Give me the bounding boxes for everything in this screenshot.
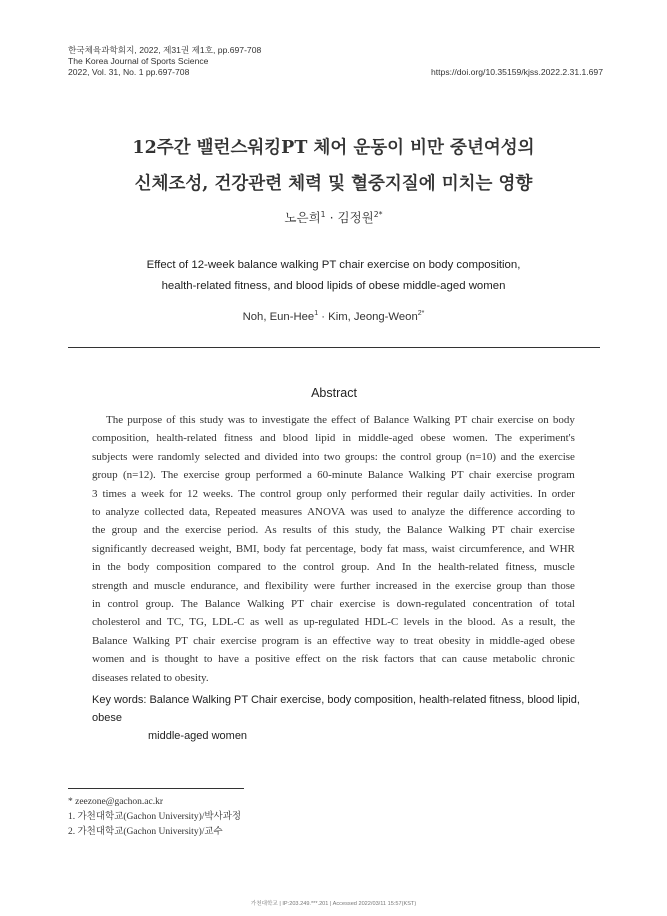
abstract-word: composition, [92, 432, 150, 445]
abstract-word: positive [255, 653, 290, 666]
abstract-word: than [527, 579, 547, 592]
abstract-word: investigate [261, 414, 310, 426]
abstract-word: the [436, 579, 450, 592]
abstract-word: levels [403, 616, 430, 629]
abstract-word: Walking [448, 524, 486, 537]
abstract-word: regular [427, 487, 459, 500]
abstract-word: exercise [183, 469, 220, 482]
abstract-word: Walking [408, 469, 446, 482]
author-1-name-en: Noh, Eun-Hee [242, 311, 315, 323]
abstract-line [92, 540, 575, 558]
abstract-word: Walking [247, 598, 285, 611]
abstract-word: 12 [186, 487, 198, 500]
abstract-word: those [551, 579, 575, 592]
abstract-word: two [323, 450, 341, 463]
abstract-word: And [376, 561, 396, 574]
author-2-name-kr: 김정원 [337, 210, 374, 225]
abstract-word: In [402, 561, 412, 574]
abstract-word: control [107, 598, 139, 611]
abstract-word: performed [255, 469, 302, 482]
keywords-line-2: middle-aged women [148, 730, 248, 742]
title-kr-line-1: 12주간 밸런스워킹PT 체어 운동이 비만 중년여성의 [132, 138, 535, 158]
abstract-word: Balance [204, 598, 241, 611]
abstract-word: a [306, 469, 312, 482]
abstract-word: to [397, 506, 407, 519]
abstract-word: on [326, 653, 338, 666]
abstract-word: to [267, 561, 277, 574]
journal-volume: 2022, Vol. 31, No. 1 pp.697-708 [68, 67, 190, 77]
abstract-word: mass, [402, 542, 428, 555]
abstract-word: was [227, 414, 245, 426]
abstract-word: only [326, 487, 347, 500]
footnote-email: * zeezone@gachon.ac.kr [68, 797, 163, 807]
abstract-line [92, 411, 575, 429]
footnote-affiliation-2: 2. 가천대학교(Gachon University)/교수 [68, 827, 223, 837]
abstract-word: risk [361, 653, 379, 666]
abstract-word: fitness [223, 432, 253, 445]
abstract-word: chair [471, 414, 494, 426]
author-2-affil-mark-en: 2* [417, 310, 425, 318]
abstract-word: group. [145, 598, 174, 611]
abstract-word: data, [189, 506, 211, 519]
authors-en [60, 311, 607, 323]
abstract-word: times [102, 487, 127, 500]
abstract-word: the [448, 616, 463, 629]
abstract-word: study [199, 414, 224, 426]
abstract-word: to [399, 634, 409, 647]
abstract-word: analyze [411, 506, 446, 519]
abstract-word: treat [413, 634, 434, 647]
abstract-word: Walking [413, 414, 451, 426]
abstract-word: and [130, 653, 146, 666]
abstract-word: women. [452, 432, 488, 445]
abstract-word: increased [375, 579, 418, 592]
abstract-word: BMI, [235, 542, 260, 555]
abstract-word: obesity [438, 634, 471, 647]
abstract-word: randomly [157, 450, 200, 463]
abstract-word: down-regulated [396, 598, 466, 611]
abstract-word: blood. [467, 616, 496, 629]
abstract-word: is [304, 634, 312, 647]
abstract-word: difference [468, 506, 513, 519]
abstract-word: the [520, 450, 535, 463]
abstract-word: and [500, 450, 517, 463]
abstract-word: results [282, 524, 312, 537]
abstract-word: TC, [167, 616, 184, 629]
abstract-word: for [169, 487, 183, 500]
abstract-word: week [141, 487, 165, 500]
abstract-word: Walking [132, 634, 170, 647]
abstract-word: a [518, 616, 524, 629]
abstract-word: performed [351, 487, 398, 500]
abstract-word: a [131, 487, 137, 500]
abstract-word: The [106, 414, 124, 426]
abstract-word: and [244, 450, 261, 463]
abstract-word: exercise [538, 450, 575, 463]
abstract-word: effect [295, 653, 321, 666]
abstract-word: experiment's [519, 432, 575, 445]
abstract-word: fat [386, 542, 399, 555]
abstract-word: of [539, 598, 549, 611]
abstract-word: of [166, 414, 176, 426]
abstract-word: exercise [185, 524, 222, 537]
abstract-word: purpose [127, 414, 163, 426]
abstract-line [92, 632, 575, 650]
abstract-word: period. [227, 524, 259, 537]
abstract-word: was [350, 506, 368, 519]
abstract-word: study, [355, 524, 381, 537]
abstract-word: effect [331, 414, 357, 426]
keywords-label: Key words: [92, 694, 150, 706]
abstract-word: group [224, 469, 251, 482]
journal-header [68, 45, 603, 78]
abstract-line [92, 466, 575, 484]
abstract-word: body [360, 542, 383, 555]
abstract-word: the [387, 524, 401, 537]
abstract-word: PT [450, 469, 464, 482]
abstract-line [92, 595, 575, 613]
abstract-word: control [400, 450, 432, 463]
abstract-word: is [382, 598, 390, 611]
footnote-affiliation-1: 1. 가천대학교(Gachon University)/박사과정 [68, 812, 242, 822]
abstract-word: 60-minute [317, 469, 363, 482]
abstract-word: analyze [105, 506, 140, 519]
abstract-word: chronic [541, 653, 575, 666]
author-1-name-kr: 노은희 [284, 210, 321, 225]
abstract-word: the [417, 561, 432, 574]
abstract-word: (n=10) [466, 450, 497, 463]
abstract-word: collected [144, 506, 184, 519]
abstract-word: The [494, 432, 513, 445]
abstract-word: composition [156, 561, 211, 574]
keywords-line-1: Balance Walking PT Chair exercise, body composition, health-related fitness, blood lipid, obese [92, 694, 580, 724]
abstract-word: cause [462, 653, 488, 666]
abstract-word: waist [431, 542, 455, 555]
abstract-word: this [333, 524, 349, 537]
abstract-word: and [132, 579, 149, 592]
abstract-line [92, 650, 575, 668]
abstract-word: chair [468, 469, 491, 482]
abstract-word: into [302, 450, 320, 463]
abstract-word: blood [282, 432, 308, 445]
abstract-word: PT [491, 524, 505, 537]
abstract-word: weight, [198, 542, 232, 555]
abstract-word: on [537, 414, 549, 426]
abstract-word: program [537, 469, 575, 482]
abstract-line [92, 613, 575, 631]
abstract-word: health-related [438, 561, 499, 574]
abstract-word: group [296, 487, 322, 500]
abstract-word: decreased [151, 542, 195, 555]
abstract-word: 3 [92, 487, 98, 500]
title-en-line-2: health-related fitness, and blood lipids of obese middle-aged women [161, 280, 506, 292]
abstract-word: percentage, [305, 542, 357, 555]
abstract-word: the [92, 524, 106, 537]
abstract-word: activities. [490, 487, 533, 500]
abstract-word: muscle [543, 561, 575, 574]
author-separator-en: · [318, 311, 329, 323]
abstract-word: of [317, 524, 327, 537]
abstract-word: according [518, 506, 562, 519]
abstract-word: strength [92, 579, 128, 592]
abstract-word: group [92, 469, 118, 482]
abstract-word: obese [549, 634, 575, 647]
abstract-word: body [263, 542, 286, 555]
abstract-word: effective [332, 634, 371, 647]
abstract-word: WHR [549, 542, 575, 555]
abstract-word: chair [510, 524, 533, 537]
abstract-word: used [372, 506, 393, 519]
abstract-word: compared [217, 561, 261, 574]
abstract-word: factors [383, 653, 414, 666]
abstract-line [92, 558, 575, 576]
journal-name-en: The Korea Journal of Sports Science [68, 56, 209, 66]
abstract-word: significantly [92, 542, 147, 555]
abstract-word: exercise [497, 414, 534, 426]
abstract-word: exercise [538, 524, 575, 537]
abstract-line [92, 448, 575, 466]
abstract-word: chair [193, 634, 216, 647]
abstract-word: lipid [315, 432, 336, 445]
abstract-word: The [180, 598, 198, 611]
abstract-word: in [92, 598, 101, 611]
abstract-word: group [111, 524, 138, 537]
abstract-word: PT [175, 634, 188, 647]
abstract-word: flexibility [264, 579, 309, 592]
abstract-word: the [561, 616, 575, 629]
abstract-word: The [238, 487, 256, 500]
abstract-word: circumference, [459, 542, 525, 555]
abstract-line [92, 429, 575, 447]
abstract-word: TG, [189, 616, 207, 629]
abstract-word: the [313, 414, 328, 426]
abstract-word: PT [290, 598, 304, 611]
abstract-line: diseases related to obesity. [92, 671, 209, 684]
abstract-word: the [282, 561, 297, 574]
abstract-word: obese [420, 432, 446, 445]
abstract-word: PT [454, 414, 468, 426]
abstract-word: Balance [92, 634, 128, 647]
abstract-word: the [382, 450, 396, 463]
access-stamp: 가천대학교 | IP:203.249.***.201 | Accessed 2022/03/11 15:57(KST) [250, 901, 417, 907]
abstract-word: health-related [156, 432, 217, 445]
abstract-word: exercise [455, 579, 492, 592]
abstract-word: to [92, 506, 101, 519]
abstract-word: thought [164, 653, 199, 666]
doi-link[interactable]: https://doi.org/10.35159/kjss.2022.2.31.1.697 [430, 67, 603, 77]
abstract-word: Repeated [215, 506, 257, 519]
keywords [92, 691, 582, 745]
footnote-divider [68, 788, 244, 789]
abstract-word: program [261, 634, 300, 647]
abstract-word: the [107, 561, 121, 574]
abstract-word: to [566, 506, 575, 519]
abstract-word: to [203, 653, 213, 666]
abstract-word: and [259, 432, 276, 445]
author-2-name-en: Kim, Jeong-Weon [328, 311, 418, 323]
abstract-word: way [376, 634, 395, 647]
abstract-word: in [92, 561, 101, 574]
abstract-heading: Abstract [311, 386, 357, 400]
abstract-word: to [249, 414, 258, 426]
abstract-word: an [316, 634, 328, 647]
abstract-word: ANOVA [307, 506, 346, 519]
abstract-word: selected [204, 450, 240, 463]
abstract-word: body [552, 414, 575, 426]
author-1-affil-mark-en: 1 [314, 310, 319, 318]
abstract-word: in [422, 579, 431, 592]
abstract-word: The [161, 469, 179, 482]
abstract-word: As [500, 616, 514, 629]
abstract-line [92, 577, 575, 595]
abstract-word: metabolic [492, 653, 537, 666]
abstract-word: HDL-C [364, 616, 399, 629]
abstract-word: cholesterol [92, 616, 141, 629]
header-divider [68, 347, 600, 348]
title-en-line-1: Effect of 12-week balance walking PT chair exercise on body composition, [146, 259, 521, 271]
abstract-word: were [131, 450, 154, 463]
abstract-word: and [145, 616, 162, 629]
abstract-line [92, 503, 575, 521]
abstract-word: and [243, 579, 260, 592]
abstract-word: endurance, [190, 579, 239, 592]
abstract-word: divided [264, 450, 298, 463]
abstract-word: As [264, 524, 277, 537]
abstract-word: women [92, 653, 125, 666]
abstract-word: in [475, 634, 485, 647]
abstract-word: further [340, 579, 371, 592]
abstract-word: groups: [344, 450, 378, 463]
author-2-affil-mark: 2* [373, 209, 383, 219]
abstract-word: LDL-C [212, 616, 245, 629]
journal-name-kr: 한국체육과학회지, 2022, 제31권 제1호, pp.697-708 [68, 45, 262, 55]
abstract-word: order [551, 487, 575, 500]
abstract-word: Balance [367, 469, 404, 482]
abstract-word: have [218, 653, 239, 666]
abstract-body [92, 411, 575, 687]
title-kr-line-2: 신체조성, 건강관련 체력 및 혈중지질에 미치는 영향 [134, 174, 533, 194]
abstract-word: the [342, 653, 357, 666]
abstract-word: the [450, 506, 464, 519]
abstract-word: weeks. [202, 487, 234, 500]
abstract-word: fat [289, 542, 302, 555]
abstract-word: middle-aged [358, 432, 414, 445]
abstract-word: control [303, 561, 335, 574]
abstract-line [92, 485, 575, 503]
abstract-word: up-regulated [303, 616, 360, 629]
abstract-word: group. [341, 561, 370, 574]
abstract-word: middle-aged [489, 634, 545, 647]
abstract-word: the [165, 524, 179, 537]
authors-kr [40, 208, 627, 226]
abstract-word: were [313, 579, 335, 592]
abstract-word: in [342, 432, 352, 445]
abstract-word: subjects [92, 450, 128, 463]
abstract-word: exercise [339, 598, 376, 611]
abstract-word: and [143, 524, 160, 537]
abstract-word: group [496, 579, 523, 592]
abstract-word: their [402, 487, 423, 500]
abstract-word: is [151, 653, 159, 666]
abstract-line [92, 521, 575, 539]
abstract-word: and [529, 542, 545, 555]
abstract-word: exercise [496, 469, 533, 482]
abstract-word: as [249, 616, 260, 629]
abstract-word: body [127, 561, 150, 574]
abstract-word: measures [261, 506, 303, 519]
abstract-word: result, [528, 616, 557, 629]
abstract-word: Balance [406, 524, 443, 537]
abstract-word: In [537, 487, 547, 500]
abstract-word: this [179, 414, 196, 426]
abstract-word: of [360, 414, 370, 426]
author-separator: · [325, 210, 338, 225]
abstract-word: well [264, 616, 284, 629]
abstract-word: total [555, 598, 575, 611]
abstract-word: control [260, 487, 292, 500]
abstract-word: can [441, 653, 457, 666]
abstract-word: fitness, [505, 561, 537, 574]
abstract-word: a [244, 653, 250, 666]
abstract-word: group [435, 450, 462, 463]
abstract-word: concentration [472, 598, 533, 611]
author-1-affil-mark: 1 [320, 209, 326, 219]
abstract-word: chair [310, 598, 333, 611]
abstract-word: muscle [153, 579, 186, 592]
abstract-word: Balance [373, 414, 409, 426]
abstract-word: exercise [220, 634, 257, 647]
abstract-word: that [419, 653, 437, 666]
abstract-word: daily [463, 487, 486, 500]
abstract-word: as [288, 616, 299, 629]
footnotes [68, 795, 241, 840]
abstract-word: in [434, 616, 444, 629]
abstract-word: (n=12). [122, 469, 156, 482]
